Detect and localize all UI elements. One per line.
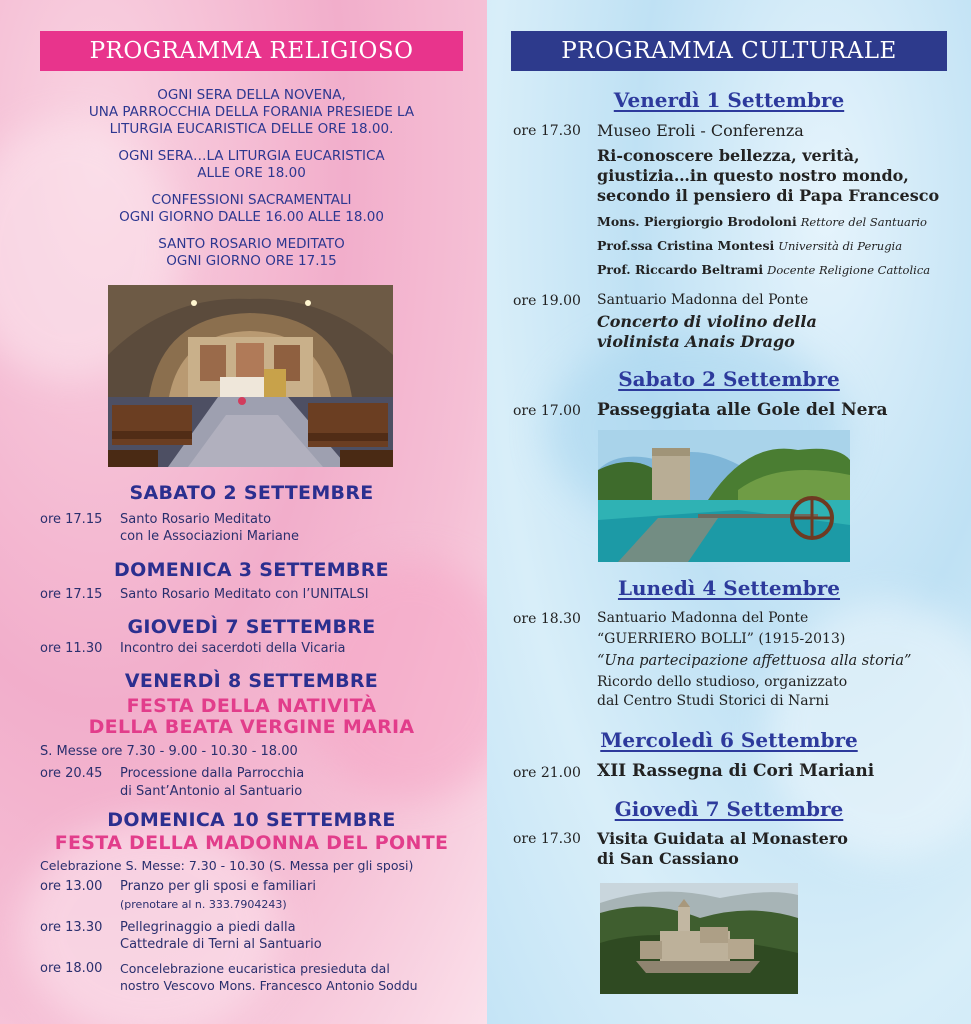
event-title: Passeggiata alle Gole del Nera [597, 400, 888, 420]
feast-title: DELLA BEATA VERGINE MARIA [88, 716, 415, 738]
masses-line: S. Messe ore 7.30 - 9.00 - 10.30 - 18.00 [40, 744, 298, 759]
event-line: di Sant’Antonio al Santuario [120, 784, 303, 799]
intro-line: SANTO ROSARIO MEDITATO [158, 236, 345, 252]
event-time: ore 18.00 [40, 961, 103, 976]
event-time: ore 17.30 [513, 123, 581, 139]
intro-line: ALLE ORE 18.00 [197, 165, 306, 181]
event-time: ore 17.15 [40, 512, 103, 527]
event-line: Pranzo per gli sposi e familiari [120, 879, 316, 894]
monastery-photo [600, 883, 798, 994]
day-heading: SABATO 2 SETTEMBRE [129, 482, 374, 504]
event-note: (prenotare al n. 333.7904243) [120, 898, 287, 911]
event-line: con le Associazioni Mariane [120, 529, 300, 544]
event-line: Processione dalla Parrocchia [120, 766, 305, 781]
event-title: Visita Guidata al Monastero [597, 829, 848, 848]
speaker-name: Prof.ssa Cristina Montesi [597, 238, 775, 253]
day-heading: Sabato 2 Settembre [618, 367, 840, 391]
day-heading: Lunedì 4 Settembre [617, 576, 841, 600]
event-subject: “GUERRIERO BOLLI” (1915-2013) [597, 631, 846, 647]
cultural-panel [487, 0, 971, 1024]
event-line: Santo Rosario Meditato con l’UNITALSI [120, 587, 369, 602]
intro-line: UNA PARROCCHIA DELLA FORANIA PRESIEDE LA [88, 104, 415, 120]
event-line: dal Centro Studi Storici di Narni [597, 693, 829, 709]
event-quote: “Una partecipazione affettuosa alla storia” [597, 653, 912, 669]
event-time: ore 19.00 [513, 293, 581, 309]
event-time: ore 21.00 [513, 765, 581, 781]
event-time: ore 20.45 [40, 766, 103, 781]
day-heading: Giovedì 7 Settembre [614, 797, 844, 821]
gorge-photo [598, 430, 850, 562]
event-title: Concerto di violino della [597, 312, 817, 331]
speaker [597, 262, 967, 277]
event-line: Concelebrazione eucaristica presieduta dal [120, 961, 390, 976]
feast-title: FESTA DELLA MADONNA DEL PONTE [54, 832, 449, 854]
day-heading: GIOVEDÌ 7 SETTEMBRE [127, 616, 376, 638]
chapel-photo [108, 285, 393, 467]
speaker-name: Prof. Riccardo Beltrami [597, 262, 764, 277]
speaker-role: Rettore del Santuario [800, 215, 927, 229]
intro-line: OGNI GIORNO ORE 17.15 [166, 253, 337, 269]
event-place: Santuario Madonna del Ponte [597, 610, 809, 626]
event-time: ore 18.30 [513, 611, 581, 627]
event-time: ore 13.00 [40, 879, 103, 894]
event-line: Cattedrale di Terni al Santuario [120, 937, 322, 952]
event-time: ore 17.00 [513, 403, 581, 419]
intro-line: LITURGIA EUCARISTICA DELLE ORE 18.00. [109, 121, 394, 137]
event-place: Museo Eroli - Conferenza [597, 121, 804, 140]
day-heading: DOMENICA 10 SETTEMBRE [107, 809, 396, 831]
speaker-role: Università di Perugia [778, 239, 903, 253]
cultural-title: PROGRAMMA CULTURALE [511, 31, 947, 71]
event-line: Ricordo dello studioso, organizzato [597, 674, 848, 690]
event-time: ore 13.30 [40, 920, 103, 935]
event-title: violinista Anais Drago [597, 332, 795, 351]
masses-line: Celebrazione S. Messe: 7.30 - 10.30 (S. Messa per gli sposi) [40, 858, 414, 873]
intro-line: OGNI SERA…LA LITURGIA EUCARISTICA [118, 148, 385, 164]
day-heading: Venerdì 1 Settembre [613, 88, 845, 112]
intro-line: OGNI SERA DELLA NOVENA, [157, 87, 346, 103]
event-title: di San Cassiano [597, 849, 739, 868]
event-line: Incontro dei sacerdoti della Vicaria [120, 641, 346, 656]
intro-line: OGNI GIORNO DALLE 16.00 ALLE 18.00 [119, 209, 384, 225]
speaker-name: Mons. Piergiorgio Brodoloni [597, 214, 797, 229]
day-heading: DOMENICA 3 SETTEMBRE [114, 559, 389, 581]
event-line: nostro Vescovo Mons. Francesco Antonio Soddu [120, 978, 418, 993]
feast-title: FESTA DELLA NATIVITÀ [126, 695, 377, 717]
event-title: giustizia…in questo nostro mondo, [597, 166, 909, 185]
intro-line: CONFESSIONI SACRAMENTALI [151, 192, 352, 208]
speaker [597, 238, 967, 253]
day-heading: Mercoledì 6 Settembre [600, 728, 858, 752]
event-line: Pellegrinaggio a piedi dalla [120, 920, 296, 935]
event-time: ore 11.30 [40, 641, 103, 656]
event-time: ore 17.15 [40, 587, 103, 602]
religious-title: PROGRAMMA RELIGIOSO [40, 31, 463, 71]
event-title: Ri-conoscere bellezza, verità, [597, 146, 860, 165]
speaker [597, 214, 967, 229]
event-title: XII Rassegna di Cori Mariani [597, 761, 875, 781]
event-line: Santo Rosario Meditato [120, 512, 272, 527]
event-title: secondo il pensiero di Papa Francesco [597, 186, 940, 205]
event-place: Santuario Madonna del Ponte [597, 292, 809, 308]
speaker-role: Docente Religione Cattolica [767, 263, 931, 277]
day-heading: VENERDÌ 8 SETTEMBRE [124, 670, 379, 692]
event-time: ore 17.30 [513, 831, 581, 847]
